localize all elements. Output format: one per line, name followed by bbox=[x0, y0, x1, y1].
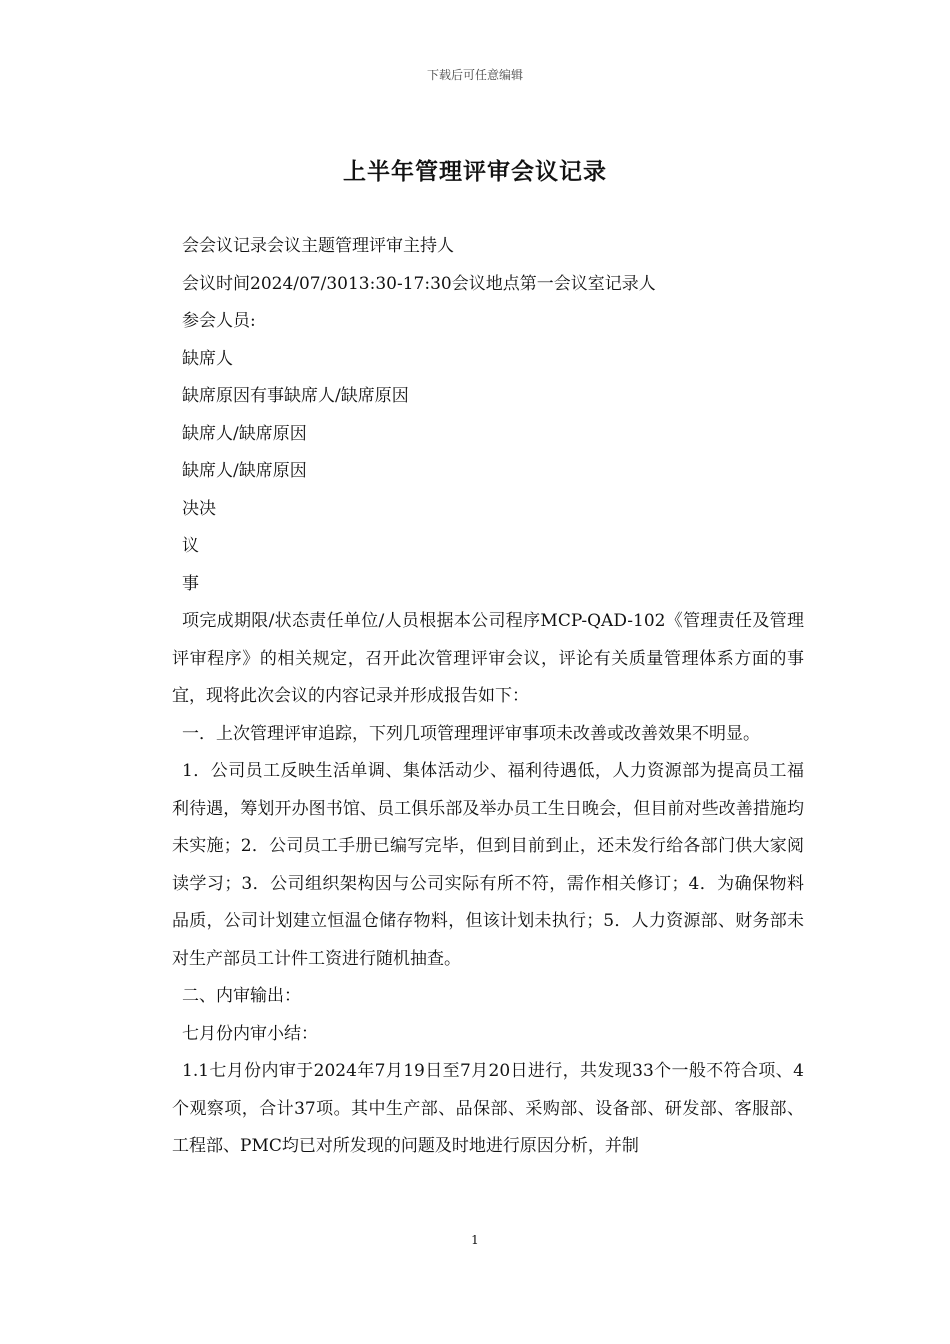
document-title: 上半年管理评审会议记录 bbox=[343, 158, 607, 185]
absentee-line: 缺席人 bbox=[182, 348, 233, 369]
july-summary-heading: 七月份内审小结： bbox=[182, 1023, 318, 1044]
section-one-paragraph: 一．上次管理评审追踪，下列几项管理理评审事项未改善或改善效果不明显。 bbox=[182, 723, 760, 744]
meeting-time-line: 会议时间2024/07/3013:30-17:30会议地点第一会议室记录人 bbox=[182, 273, 656, 294]
resolution-label-line-3: 事 bbox=[182, 573, 199, 594]
intro-paragraph: 项完成期限/状态责任单位/人员根据本公司程序MCP-QAD-102《管理责任及管理评审程序》的相关规定，召开此次管理评审会议，评论有关质量管理体系方面的事宜，现将此次会议的内容记录并形成报告如下： bbox=[172, 611, 804, 706]
resolution-label-line-1: 决决 bbox=[182, 498, 216, 519]
document-body bbox=[172, 228, 804, 1166]
meeting-topic-line: 会会议记录会议主题管理评审主持人 bbox=[182, 236, 454, 256]
absentee-reason-line-3: 缺席人/缺席原因 bbox=[182, 461, 307, 481]
resolution-label-line-2: 议 bbox=[182, 536, 199, 556]
page-number: 1 bbox=[471, 1233, 479, 1247]
absence-reason-line: 缺席原因有事缺席人/缺席原因 bbox=[182, 386, 409, 406]
absentee-reason-line-2: 缺席人/缺席原因 bbox=[182, 423, 307, 444]
section-two-heading: 二、内审输出： bbox=[182, 986, 301, 1006]
page-header-note: 下载后可任意编辑 bbox=[426, 68, 523, 82]
july-summary-paragraph: 1.1七月份内审于2024年7月19日至7月20日进行，共发现33个一般不符合项、4个观察项，合计37项。其中生产部、品保部、采购部、设备部、研发部、客服部、工程部、PMC均已对所发现的问题及时地进行原因分析，并制 bbox=[172, 1061, 804, 1156]
issues-paragraph: 1．公司员工反映生活单调、集体活动少、福利待遇低，人力资源部为提高员工福利待遇，筹划开办图书馆、员工俱乐部及举办员工生日晚会，但目前对些改善措施均未实施；2．公司员工手册已编写完毕，但到目前到止，还未发行给各部门供大家阅读学习；3．公司组织架构因与公司实际有所不符，需作相关修订；4．为确保物料品质，公司计划建立恒温仓储存物料，但该计划未执行；5．人力资源部、财务部未对生产部员工计件工资进行随机抽查。 bbox=[172, 761, 804, 969]
attendees-line: 参会人员: bbox=[182, 311, 256, 331]
